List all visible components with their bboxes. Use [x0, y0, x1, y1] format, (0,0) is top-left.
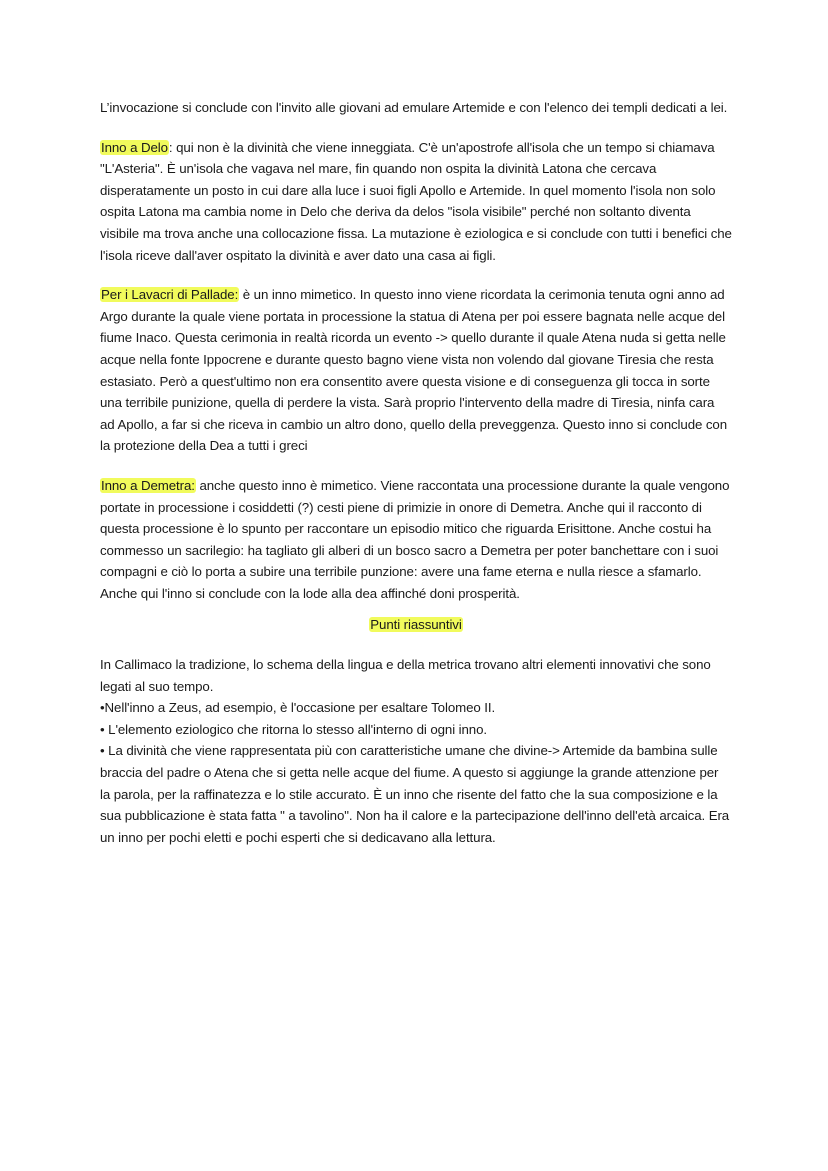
bullet-item: • La divinità che viene rappresentata più con caratteristiche umane che divine-> Artemide da bambina sulle braccia del padre o Atena che si getta nelle acque del fiume. A questo si aggiunge la grande attenzione per la parola, per la raffinatezza e lo stile accurato. È un inno che risente del fatto che la sua composizione e la sua pubblicazione è stata fatta " a tavolino". Non ha il calore e la partecipazione dell'inno dell'età arcaica. Era un inno per pochi eletti e pochi esperti che si dedicavano alla lettura. [100, 743, 730, 845]
section-text-pallade: è un inno mimetico. In questo inno viene ricordata la cerimonia tenuta ogni anno ad Argo durante la quale viene portata in processione la statua di Atena per poi essere bagnata nelle acque del fiume Inaco. Questa cerimonia in realtà ricorda un evento -> quello durante il quale Atena nuda si getta nelle acque nella fonte Ippocrene e durante questo bagno viene vista non volendo dal giovane Tiresia che resta estasiato. Però a quest'ultimo non era consentito avere questa visione e di conseguenza gli tocca in sorte una terribile punizione, quella di perdere la vista. Sarà proprio l'intervento della madre di Tiresia, ninfa cara ad Apollo, a far si che riceva in cambio un altro dono, quello della preveggenza. Questo inno si conclude con la protezione della Dea a tutti i greci [100, 287, 728, 454]
section-delo [100, 137, 732, 267]
section-pallade [100, 284, 732, 457]
section-demetra [100, 475, 732, 605]
summary-intro: In Callimaco la tradizione, lo schema della lingua e della metrica trovano altri elementi innovativi che sono legati al suo tempo. [100, 657, 711, 694]
section-heading-pallade: Per i Lavacri di Pallade: [101, 287, 239, 303]
summary-bullet-list [100, 697, 732, 848]
section-heading-delo: Inno a Delo [101, 139, 168, 155]
section-text-delo: : qui non è la divinità che viene inneggiata. C'è un'apostrofe all'isola che un tempo si chiamava "L'Asteria". È un'isola che vagava nel mare, fin quando non ospita la divinità Latona che cercava disperatamente un posto in cui dare alla luce i suoi figli Apollo e Artemide. In quel momento l'isola non solo ospita Latona ma cambia nome in Delo che deriva da delos "isola visibile" perché non soltanto diventa visibile ma trova anche una collocazione fissa. La mutazione è eziologica e si conclude con tutti i benefici che l'isola riceve dall'aver ospitato la divinità e aver dato una casa ai figli. [100, 139, 732, 263]
bullet-item: • L'elemento eziologico che ritorna lo stesso all'interno di ogni inno. [100, 721, 487, 737]
summary-title: Punti riassuntivi [370, 617, 462, 633]
bullet-item: •Nell'inno a Zeus, ad esempio, è l'occasione per esaltare Tolomeo II. [100, 700, 496, 716]
summary-title-row [100, 614, 732, 636]
section-text-demetra: anche questo inno è mimetico. Viene raccontata una processione durante la quale vengono portate in processione i cosiddetti (?) cesti piene di primizie in onore di Demetra. Anche qui il racconto di questa processione è lo spunto per raccontare un episodio mitico che riguarda Erisittone. Anche costui ha commesso un sacrilegio: ha tagliato gli alberi di un bosco sacro a Demetra per poter banchettare con i suoi compagni e ciò lo porta a subire una terribile punzione: avere una fame eterna e nulla riesce a sfamarlo. Anche qui l'inno si conclude con la lode alla dea affinché doni prosperità. [100, 477, 730, 601]
section-heading-demetra: Inno a Demetra: [101, 477, 195, 493]
intro-paragraph: L’invocazione si conclude con l'invito alle giovani ad emulare Artemide e con l'elenco dei templi dedicati a lei. [100, 100, 728, 115]
